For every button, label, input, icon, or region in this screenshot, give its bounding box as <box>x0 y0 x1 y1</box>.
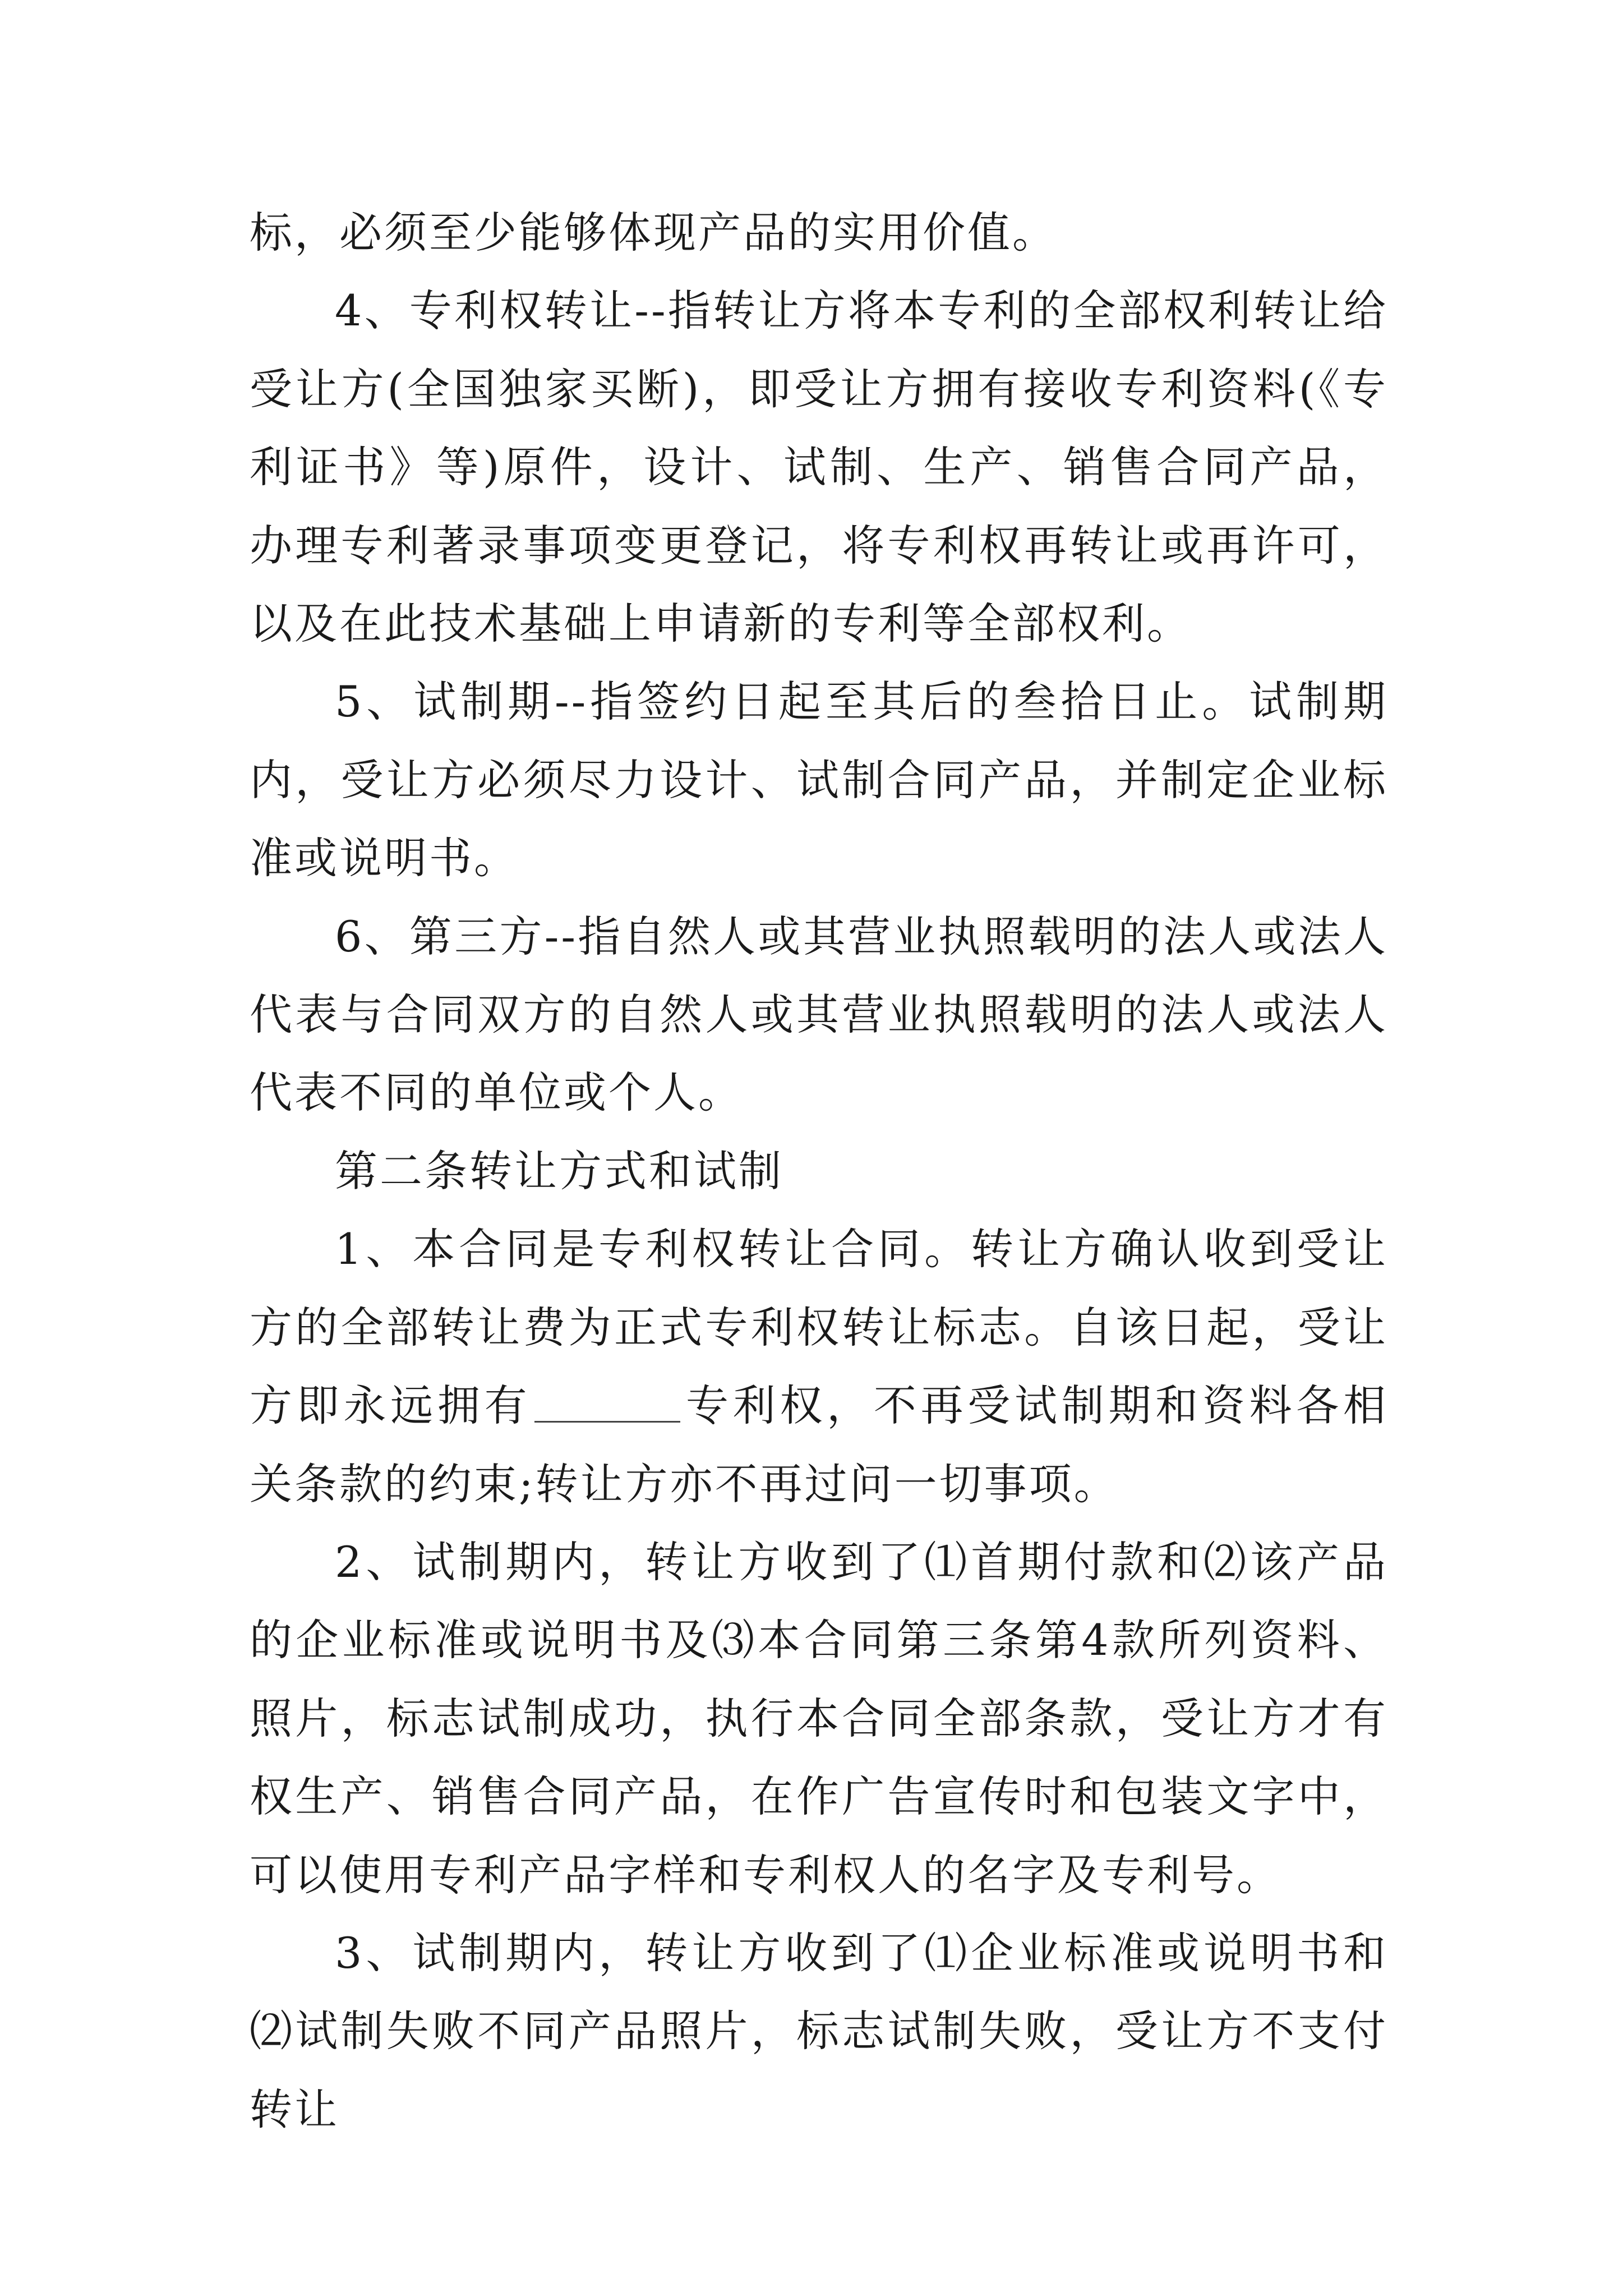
paragraph-continuation <box>250 194 1388 272</box>
paragraph-text: 3、试制期内，转让方收到了⑴企业标准或说明书和⑵试制失败不同产品照片，标志试制失败，受让方不支付转让 <box>250 1927 1388 2134</box>
paragraph-text: 2、试制期内，转让方收到了⑴首期付款和⑵该产品的企业标准或说明书及⑶本合同第三条第4款所列资料、照片，标志试制成功，执行本合同全部条款，受让方才有权生产、销售合同产品，在作广告宣传时和包装文字中，可以使用专利产品字样和专利权人的名字及专利号。 <box>250 1536 1388 1900</box>
paragraph-text: 标，必须至少能够体现产品的实用价值。 <box>250 208 1057 257</box>
section-heading-text: 第二条转让方式和试制 <box>335 1145 783 1196</box>
paragraph-article-2-item-3 <box>250 1914 1388 2148</box>
paragraph-text: 5、试制期--指签约日起至其后的叁拾日止。试制期内，受让方必须尽力设计、试制合同产品，并制定企业标准或说明书。 <box>250 677 1388 884</box>
paragraph-article-2-item-1 <box>250 1210 1388 1523</box>
paragraph-text: 1、本合同是专利权转让合同。转让方确认收到受让方的全部转让费为正式专利权转让标志。自该日起，受让方即永远拥有 <box>250 1224 1388 1431</box>
paragraph-article-2-item-2 <box>250 1523 1388 1914</box>
section-heading-article-2 <box>250 1132 1388 1210</box>
document-body <box>250 194 1388 2148</box>
paragraph-item-4-patent-transfer <box>250 272 1388 662</box>
paragraph-item-6-third-party <box>250 898 1388 1132</box>
paragraph-text: 4、专利权转让--指转让方将本专利的全部权利转让给受让方(全国独家买断)，即受让方拥有接收专利资料(《专利证书》等)原件，设计、试制、生产、销售合同产品，办理专利著录事项变更登记，将专利权再转让或再许可，以及在此技术基础上申请新的专利等全部权利。 <box>250 286 1388 649</box>
paragraph-text: 6、第三方--指自然人或其营业执照载明的法人或法人代表与合同双方的自然人或其营业执照载明的法人或法人代表不同的单位或个人。 <box>250 911 1388 1118</box>
paragraph-item-5-trial-period <box>250 662 1388 897</box>
fill-in-blank-line[interactable] <box>534 1382 680 1423</box>
paragraph-text: 专利权，不再受试制期和资料各相关条款的约束;转让方亦不再过问一切事项。 <box>250 1381 1389 1509</box>
